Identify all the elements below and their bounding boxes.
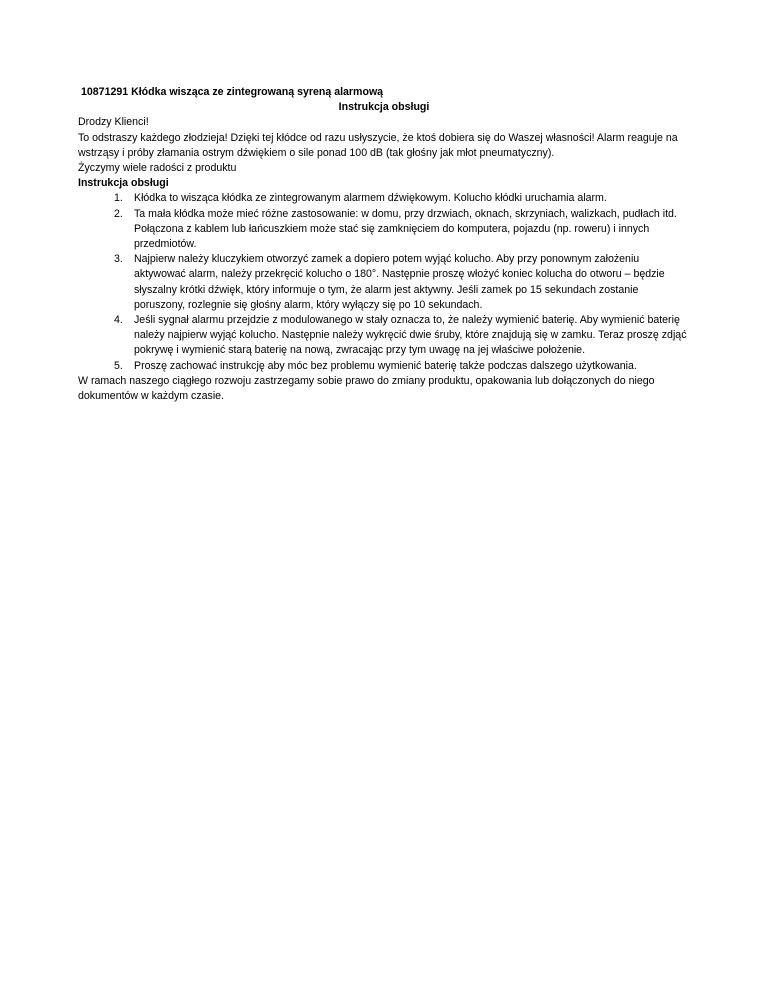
step-number: 1. bbox=[114, 192, 123, 205]
step-text: Proszę zachować instrukcję aby móc bez problemu wymienić baterię także podczas dalszego użytkowania. bbox=[134, 359, 637, 372]
document-title: 10871291 Kłódka wisząca ze zintegrowaną syreną alarmową bbox=[81, 86, 384, 98]
greeting: Drodzy Klienci! bbox=[78, 116, 149, 129]
step-text: Kłódka to wisząca kłódka ze zintegrowanym alarmem dźwiękowym. Kolucho kłódki uruchamia alarm. bbox=[134, 192, 607, 205]
instruction-step bbox=[78, 191, 690, 206]
step-number: 2. bbox=[114, 207, 123, 220]
instruction-step bbox=[78, 207, 690, 253]
step-number: 5. bbox=[114, 359, 123, 372]
step-text: Najpierw należy kluczykiem otworzyć zamek a dopiero potem wyjąć kolucho. Aby przy ponownym założeniu aktywować alarm, należy przekręcić kolucho o 180°. Następnie proszę włożyć koniec kolucha do otworu – będzie słyszalny krótki dźwięk, który informuje o tym, że alarm jest aktywny. Jeśli zamek po 15 sekundach zostanie poruszony, rozlegnie się głośny alarm, który wyłączy się po 10 sekundach. bbox=[134, 253, 665, 311]
instruction-steps-list bbox=[78, 191, 690, 373]
step-text: Ta mała kłódka może mieć różne zastosowanie: w domu, przy drzwiach, oknach, skrzyniach, walizkach, pudłach itd. Połączona z kablem lub łańcuszkiem może stać się zamknięciem do komputera, pojazdu (np. roweru) i innych przedmiotów. bbox=[134, 207, 677, 251]
instruction-step bbox=[78, 359, 690, 374]
instruction-step bbox=[78, 313, 690, 359]
step-text: Jeśli sygnał alarmu przejdzie z modulowanego w stały oznacza to, że należy wymienić baterię. Aby wymienić baterię należy najpierw wyjąć kolucho. Następnie należy wykręcić dwie śruby, które znajdują się w zamku. Teraz proszę zdjąć pokrywę i wymienić starą baterię na nową, zwracając przy tym uwagę na jej właściwe położenie. bbox=[134, 314, 687, 357]
footer-note: W ramach naszego ciągłego rozwoju zastrzegamy sobie prawo do zmiany produktu, opakowania lub dołączonych do niego dokumentów w każdym czasie. bbox=[78, 374, 655, 403]
step-number: 4. bbox=[114, 314, 123, 327]
instruction-step bbox=[78, 252, 690, 313]
document-body bbox=[78, 85, 690, 404]
step-number: 3. bbox=[114, 253, 123, 266]
wishes-line: Życzymy wiele radości z produktu bbox=[78, 162, 237, 175]
instructions-heading: Instrukcja obsługi bbox=[78, 177, 169, 190]
intro-paragraph: To odstraszy każdego złodzieja! Dzięki tej kłódce od razu usłyszycie, że ktoś dobiera się do Waszej własności! Alarm reaguje na wstrząsy i próby złamania ostrym dźwiękiem o sile ponad 100 dB (tak głośny jak młot pneumatyczny). bbox=[78, 131, 678, 159]
document-subtitle: Instrukcja obsługi bbox=[338, 101, 430, 114]
